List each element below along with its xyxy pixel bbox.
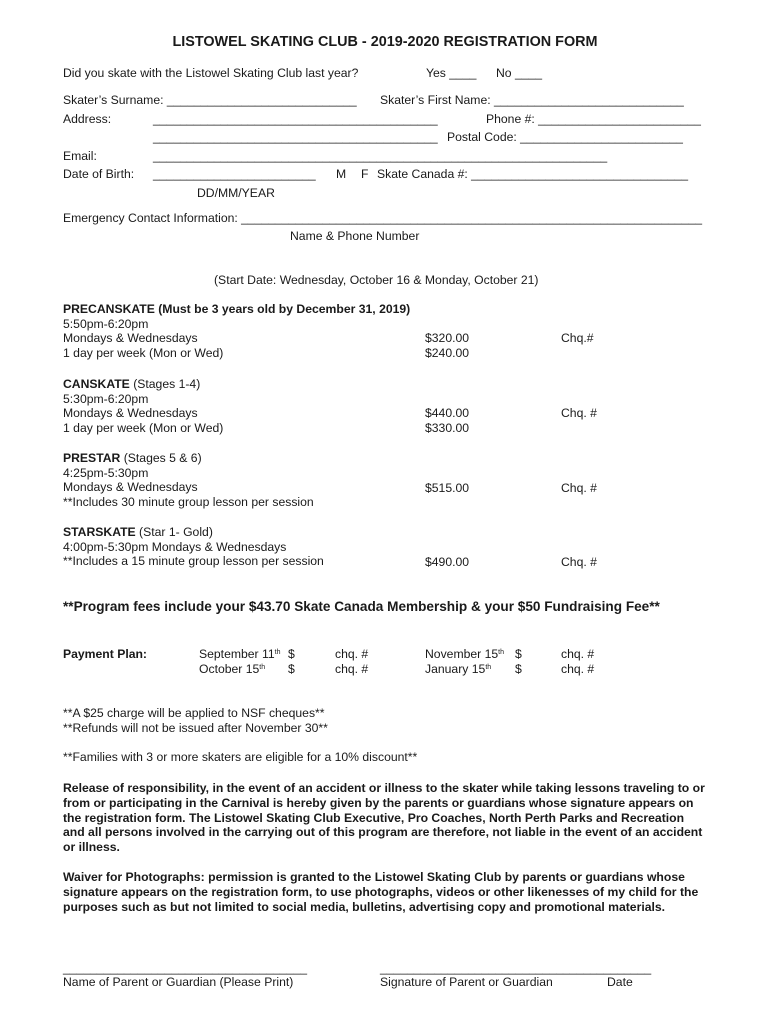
- payment-jan-sup: th: [485, 664, 492, 671]
- payment-oct-chq[interactable]: chq. #: [335, 662, 369, 676]
- last-year-no[interactable]: No ____: [496, 66, 543, 80]
- surname-field[interactable]: Skater’s Surname: ____________________________: [63, 93, 357, 107]
- program-starskate-stages: (Star 1- Gold): [135, 525, 213, 539]
- program-canskate-line1: Mondays & Wednesdays: [63, 406, 198, 421]
- payment-jan-date: January 15th: [425, 662, 492, 676]
- starskate-chq[interactable]: Chq. #: [561, 555, 597, 569]
- gender-m[interactable]: M: [336, 167, 347, 181]
- payment-oct-sup: th: [259, 664, 266, 671]
- program-canskate-name: CANSKATE: [63, 377, 130, 391]
- program-starskate-line1: 4:00pm-5:30pm Mondays & Wednesdays: [63, 539, 287, 554]
- program-prestar-stages: (Stages 5 & 6): [120, 451, 202, 465]
- date-label: Date: [607, 975, 633, 989]
- starskate-price: $490.00: [425, 555, 470, 569]
- last-year-question: Did you skate with the Listowel Skating Club last year?: [63, 66, 359, 80]
- payment-oct-dollar: $: [288, 662, 295, 676]
- precanskate-price-1: $320.00: [425, 331, 470, 345]
- signature-line[interactable]: ________________________________________: [380, 961, 652, 975]
- address-line-1[interactable]: __________________________________________: [153, 112, 438, 126]
- program-canskate: [63, 377, 223, 435]
- program-starskate: [63, 525, 324, 569]
- nsf-note: **A $25 charge will be applied to NSF cheques**: [63, 706, 325, 720]
- postal-code-field[interactable]: Postal Code: ________________________: [447, 130, 683, 144]
- program-canskate-line2: 1 day per week (Mon or Wed): [63, 420, 224, 435]
- program-precanskate: [63, 302, 410, 360]
- waiver-paragraph: Waiver for Photographs: permission is granted to the Listowel Skating Club by parents or guardians whose signature appears on the registration form, to use photographs, videos or other likenesses of my child for the purposes such as but not limited to social media, bulletins, advertising copy and promotional materials.: [63, 870, 699, 914]
- phone-field[interactable]: Phone #: ________________________: [486, 112, 701, 126]
- payment-sep-date: September 11th: [199, 647, 281, 661]
- refunds-note: **Refunds will not be issued after November 30**: [63, 721, 328, 735]
- precanskate-chq[interactable]: Chq.#: [561, 331, 594, 345]
- program-canskate-time: 5:30pm-6:20pm: [63, 391, 149, 406]
- parent-name-line[interactable]: ____________________________________: [63, 961, 308, 975]
- fees-note: **Program fees include your $43.70 Skate Canada Membership & your $50 Fundraising Fee**: [63, 599, 660, 614]
- emergency-contact-sub: Name & Phone Number: [290, 229, 420, 243]
- parent-signature-label: Signature of Parent or Guardian: [380, 975, 553, 989]
- program-precanskate-line1: Mondays & Wednesdays: [63, 331, 198, 346]
- start-date: (Start Date: Wednesday, October 16 & Monday, October 21): [214, 273, 539, 287]
- dob-format: DD/MM/YEAR: [197, 186, 275, 200]
- families-note: **Families with 3 or more skaters are eligible for a 10% discount**: [63, 750, 418, 764]
- payment-sep-chq[interactable]: chq. #: [335, 647, 369, 661]
- precanskate-price-2: $240.00: [425, 346, 470, 360]
- prestar-chq[interactable]: Chq. #: [561, 481, 597, 495]
- payment-jan-dollar: $: [515, 662, 522, 676]
- program-precanskate-line2: 1 day per week (Mon or Wed): [63, 345, 224, 360]
- email-line[interactable]: ___________________________________________________________________: [153, 149, 608, 163]
- payment-plan-label: Payment Plan:: [63, 647, 147, 661]
- skate-canada-field[interactable]: Skate Canada #: ________________________________: [377, 167, 689, 181]
- payment-nov-date: November 15th: [425, 647, 505, 661]
- program-canskate-stages: (Stages 1-4): [129, 377, 201, 391]
- emergency-contact-field[interactable]: Emergency Contact Information: ____________________________________________________________________: [63, 211, 703, 225]
- gender-f[interactable]: F: [361, 167, 369, 181]
- program-precanskate-time: 5:50pm-6:20pm: [63, 316, 149, 331]
- dob-line[interactable]: ________________________: [153, 167, 316, 181]
- payment-nov-dollar: $: [515, 647, 522, 661]
- canskate-price-1: $440.00: [425, 406, 470, 420]
- form-title: LISTOWEL SKATING CLUB - 2019-2020 REGISTRATION FORM: [172, 34, 598, 50]
- program-prestar: [63, 451, 314, 509]
- program-prestar-line1: Mondays & Wednesdays: [63, 480, 198, 495]
- parent-name-label: Name of Parent or Guardian (Please Print): [63, 975, 294, 989]
- last-year-yes[interactable]: Yes ____: [426, 66, 477, 80]
- canskate-chq[interactable]: Chq. #: [561, 406, 597, 420]
- release-paragraph: Release of responsibility, in the event of an accident or illness to the skater while taking lessons traveling to or from or participating in the Carnival is hereby given by the parents or guardians whose signature appears on the registration form. The Listowel Skating Club Executive, Pro Coaches, North Perth Parks and Recreation and all persons involved in the carrying out of this program are therefore, not liable in the event of an accident or illness.: [63, 781, 705, 855]
- canskate-price-2: $330.00: [425, 421, 470, 435]
- payment-nov-sup: th: [498, 649, 505, 656]
- payment-oct-date: October 15th: [199, 662, 266, 676]
- payment-sep-dollar: $: [288, 647, 295, 661]
- email-label: Email:: [63, 149, 97, 163]
- payment-nov-chq[interactable]: chq. #: [561, 647, 595, 661]
- program-starskate-name: STARSKATE: [63, 525, 136, 539]
- payment-sep-sup: th: [274, 649, 281, 656]
- first-name-field[interactable]: Skater’s First Name: ____________________________: [380, 93, 684, 107]
- program-prestar-line2: **Includes 30 minute group lesson per session: [63, 494, 314, 509]
- address-line-2[interactable]: __________________________________________: [153, 130, 438, 144]
- program-prestar-name: PRESTAR: [63, 451, 121, 465]
- program-precanskate-name: PRECANSKATE (Must be 3 years old by December 31, 2019): [63, 302, 411, 316]
- dob-label: Date of Birth:: [63, 167, 135, 181]
- address-label: Address:: [63, 112, 112, 126]
- prestar-price: $515.00: [425, 481, 470, 495]
- program-starskate-line2: **Includes a 15 minute group lesson per session: [63, 554, 324, 569]
- payment-jan-chq[interactable]: chq. #: [561, 662, 595, 676]
- program-prestar-time: 4:25pm-5:30pm: [63, 465, 149, 480]
